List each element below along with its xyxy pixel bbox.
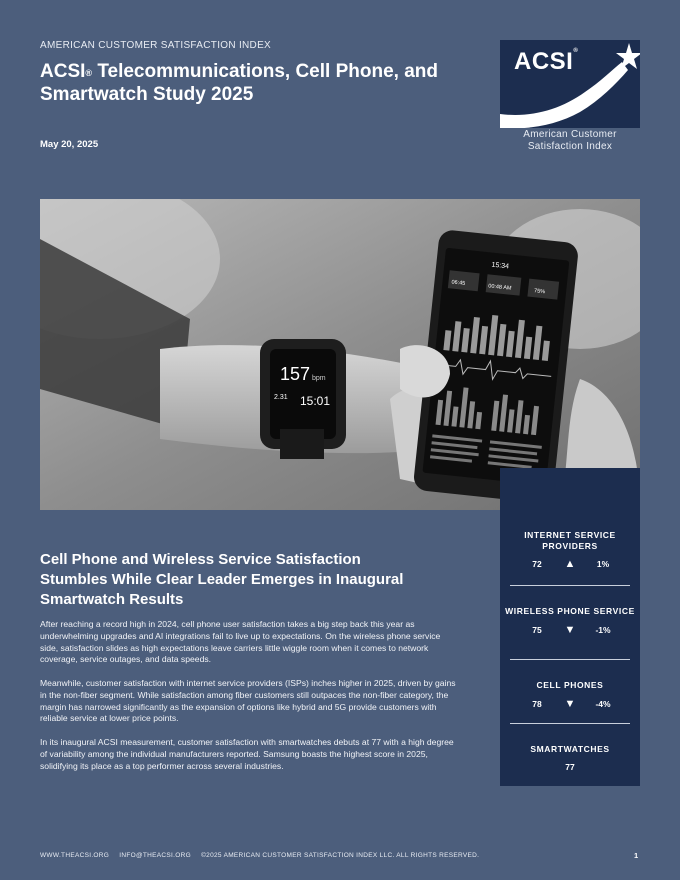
stat-divider	[510, 585, 630, 586]
stat-label: SMARTWATCHES	[530, 744, 610, 754]
stat-smartwatches	[500, 744, 640, 772]
phone-stat-1: 06:45	[451, 279, 466, 287]
logo-caption-line1: American Customer	[523, 129, 617, 140]
footer-email-link[interactable]: INFO@THEACSI.ORG	[119, 852, 191, 859]
watch-distance: 2.31	[274, 394, 288, 401]
footer-copyright: ©2025 AMERICAN CUSTOMER SATISFACTION INDEX LLC. ALL RIGHTS RESERVED.	[201, 852, 480, 859]
title-registered-mark: ®	[85, 68, 93, 78]
stat-row	[500, 558, 640, 570]
stat-internet-service-providers	[500, 530, 640, 570]
phone-time: 15:34	[491, 261, 510, 271]
stat-score: 77	[565, 761, 575, 772]
watch-bpm: 157	[280, 364, 311, 384]
eyebrow-label: AMERICAN CUSTOMER SATISFACTION INDEX	[40, 40, 272, 51]
article-paragraph-1: After reaching a record high in 2024, cell phone user satisfaction takes a big step back this year as underwhelming upgrades and AI integrations fail to live up to expectations. On the wireless phone service side, satisfaction slides as high expectations leave carriers little wiggle room when it comes to network coverage, service outages, and data speeds.	[40, 619, 441, 665]
logo-registered-mark: ®	[573, 48, 579, 54]
stat-row	[500, 698, 640, 710]
page-number: 1	[634, 851, 639, 860]
article-paragraph-3: In its inaugural ACSI measurement, customer satisfaction with smartwatches debuts at 77 with a high degree of variability among the individual manufacturers reported. Samsung boasts the highest score in 2025, solidifying its place as a top performer across several industries.	[40, 737, 454, 771]
arrow-down-icon: ▼	[564, 623, 576, 636]
phone-stat-2: 00:48 AM	[487, 283, 512, 292]
title-rest: Telecommunications, Cell Phone, and Smartwatch Study 2025	[40, 61, 438, 105]
stat-score: 75	[532, 624, 542, 635]
title-acsi: ACSI	[40, 61, 86, 82]
article-headline: Cell Phone and Wireless Service Satisfaction Stumbles While Clear Leader Emerges in Inaugural Smartwatch Results	[40, 551, 404, 608]
stat-change: 1%	[596, 559, 610, 569]
publish-date: May 20, 2025	[40, 139, 99, 150]
footer-website-link[interactable]: WWW.THEACSI.ORG	[40, 852, 110, 859]
arrow-down-icon: ▼	[564, 697, 576, 710]
stats-sidebar	[500, 468, 640, 786]
stat-change: -4%	[595, 698, 611, 709]
stat-label: CELL PHONES	[536, 680, 604, 690]
watch-time: 15:01	[300, 394, 331, 408]
stat-row	[500, 762, 640, 772]
stat-cell-phones	[500, 680, 640, 710]
arrow-up-icon: ▲	[564, 558, 576, 570]
stat-row	[500, 624, 640, 636]
hero-illustration	[40, 199, 640, 510]
stat-change: -1%	[595, 624, 611, 635]
stat-score: 78	[532, 698, 542, 709]
stat-divider	[510, 659, 630, 660]
stat-label: INTERNET SERVICE PROVIDERS	[524, 530, 616, 551]
footer	[40, 852, 487, 859]
stat-score: 72	[532, 559, 542, 569]
acsi-logo	[500, 40, 640, 128]
logo-text: ACSI	[514, 48, 574, 75]
article-paragraph-2: Meanwhile, customer satisfaction with internet service providers (ISPs) inches higher in 2025, driven by gains in the non-fiber segment. While satisfaction among fiber customers still outpaces the non-fiber category, the margin has narrowed significantly as the expansion of options like hybrid and 5G provide customers with reliable service at lower price points.	[40, 678, 456, 724]
stat-wireless-phone-service	[500, 606, 640, 636]
logo-caption-line2: Satisfaction Index	[527, 141, 613, 152]
stat-label: WIRELESS PHONE SERVICE	[505, 606, 635, 616]
logo-caption	[500, 129, 640, 153]
logo-wordmark	[514, 48, 578, 76]
hero-photo	[40, 199, 640, 510]
phone-stat-3: 75%	[533, 288, 546, 296]
watch-bpm-unit: bpm	[312, 375, 326, 382]
stat-divider	[510, 723, 630, 724]
page-title	[40, 60, 460, 106]
